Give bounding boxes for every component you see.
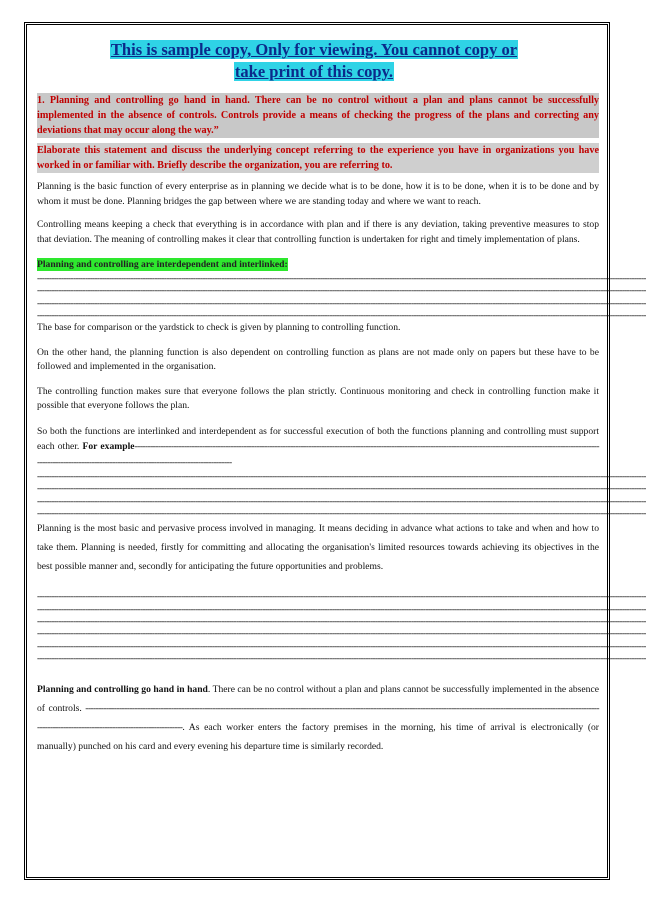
page-border	[24, 22, 646, 880]
dash-inline: --------------------------------------------------------------------------------------------------------------------------------------------------------------------------------------------------------------------------------------------------------------	[37, 703, 599, 734]
dash-line: --------------------------------------------------------------------------------------------------------------------------------------------------------------------------------------------------------------------------------------------------------------	[37, 471, 646, 482]
dash-line: --------------------------------------------------------------------------------------------------------------------------------------------------------------------------------------------------------------------------------------------------------------	[37, 483, 646, 494]
page-content	[37, 39, 646, 756]
paragraph-controlling-meaning: Controlling means keeping a check that everything is in accordance with plan and if there is any deviation, taking preventive measures to stop that deviation. The meaning of controlling makes it clear that controlling function is undertaken for right and timely implementation of plans.	[37, 219, 599, 245]
dash-line: --------------------------------------------------------------------------------------------------------------------------------------------------------------------------------------------------------------------------------------------------------------	[37, 297, 646, 308]
dash-line: --------------------------------------------------------------------------------------------------------------------------------------------------------------------------------------------------------------------------------------------------------------	[37, 285, 646, 296]
dash-line: --------------------------------------------------------------------------------------------------------------------------------------------------------------------------------------------------------------------------------------------------------------	[37, 309, 646, 320]
paragraph-hand-in-hand	[37, 680, 599, 756]
dash-inline: --------------------------------------------------------------------------------------------------------------------------------------------------------------------------------------------------------------------------------------------------------------	[37, 441, 599, 468]
sample-copy-banner	[99, 39, 529, 83]
dash-line: --------------------------------------------------------------------------------------------------------------------------------------------------------------------------------------------------------------------------------------------------------------	[37, 273, 646, 283]
hand-in-hand-text: . There can be no control without a plan and plans cannot be successfully implemented in the absence of controls.	[37, 684, 599, 715]
dash-line: --------------------------------------------------------------------------------------------------------------------------------------------------------------------------------------------------------------------------------------------------------------	[37, 603, 646, 614]
section-heading-interdependent: Planning and controlling are interdependent and interlinked:	[37, 259, 288, 270]
paragraph-planning-basic: Planning is the basic function of every enterprise as in planning we decide what is to be done, how it is to be done, when it is to be done and by whom it must be done. Planning bridges the gap between where we are standing today and where we want to reach.	[37, 181, 599, 207]
dash-line: --------------------------------------------------------------------------------------------------------------------------------------------------------------------------------------------------------------------------------------------------------------	[37, 591, 646, 602]
hand-in-hand-end: . As each worker enters the factory premises in the morning, his time of arrival is electronically (or manually) punched on his card and every evening his departure time is similarly recorded.	[37, 722, 599, 753]
paragraph-interlinked	[37, 424, 599, 471]
dash-line: --------------------------------------------------------------------------------------------------------------------------------------------------------------------------------------------------------------------------------------------------------------	[37, 628, 646, 639]
dash-line: --------------------------------------------------------------------------------------------------------------------------------------------------------------------------------------------------------------------------------------------------------------	[37, 508, 646, 519]
banner-line-2: take print of this copy.	[234, 62, 394, 81]
dash-line: --------------------------------------------------------------------------------------------------------------------------------------------------------------------------------------------------------------------------------------------------------------	[37, 495, 646, 506]
question-statement: 1. Planning and controlling go hand in hand. There can be no control without a plan and plans cannot be successfully implemented in the absence of controls. Controls provide a means of checking the progress of the plans and correcting any deviations that may occur along the way.”	[37, 95, 599, 136]
paragraph-controlling-function: The controlling function makes sure that everyone follows the plan strictly. Continuous monitoring and check in controlling function make it possible that everyone follows the plan.	[37, 385, 599, 412]
dash-line: --------------------------------------------------------------------------------------------------------------------------------------------------------------------------------------------------------------------------------------------------------------	[37, 615, 646, 626]
paragraph-planning-pervasive: Planning is the most basic and pervasive process involved in managing. It means deciding in advance what actions to take and when and how to take them. Planning is needed, firstly for committing and allocating the organisation's limited resources towards achieving its objectives in the best possible manner and, secondly for anticipating the future opportunities and problems.	[37, 523, 599, 573]
question-task: Elaborate this statement and discuss the underlying concept referring to the experience you have in organizations you have worked in or familiar with. Briefly describe the organization, you are referring to.	[37, 145, 599, 171]
banner-line-1: This is sample copy, Only for viewing. You cannot copy or	[110, 40, 518, 59]
paragraph-yardstick: The base for comparison or the yardstick to check is given by planning to controlling function.	[37, 322, 401, 334]
dash-line: --------------------------------------------------------------------------------------------------------------------------------------------------------------------------------------------------------------------------------------------------------------	[37, 652, 646, 663]
for-example-label: For example	[82, 441, 135, 453]
interlinked-text: So both the functions are interlinked and interdependent as for successful execution of both the functions planning and controlling must support each other.	[37, 425, 599, 453]
hand-in-hand-label: Planning and controlling go hand in hand	[37, 684, 208, 696]
dash-line: --------------------------------------------------------------------------------------------------------------------------------------------------------------------------------------------------------------------------------------------------------------	[37, 640, 646, 651]
paragraph-planning-dependent: On the other hand, the planning function is also dependent on controlling function as plans are not made only on papers but these have to be followed and implemented in the organisation.	[37, 346, 599, 373]
